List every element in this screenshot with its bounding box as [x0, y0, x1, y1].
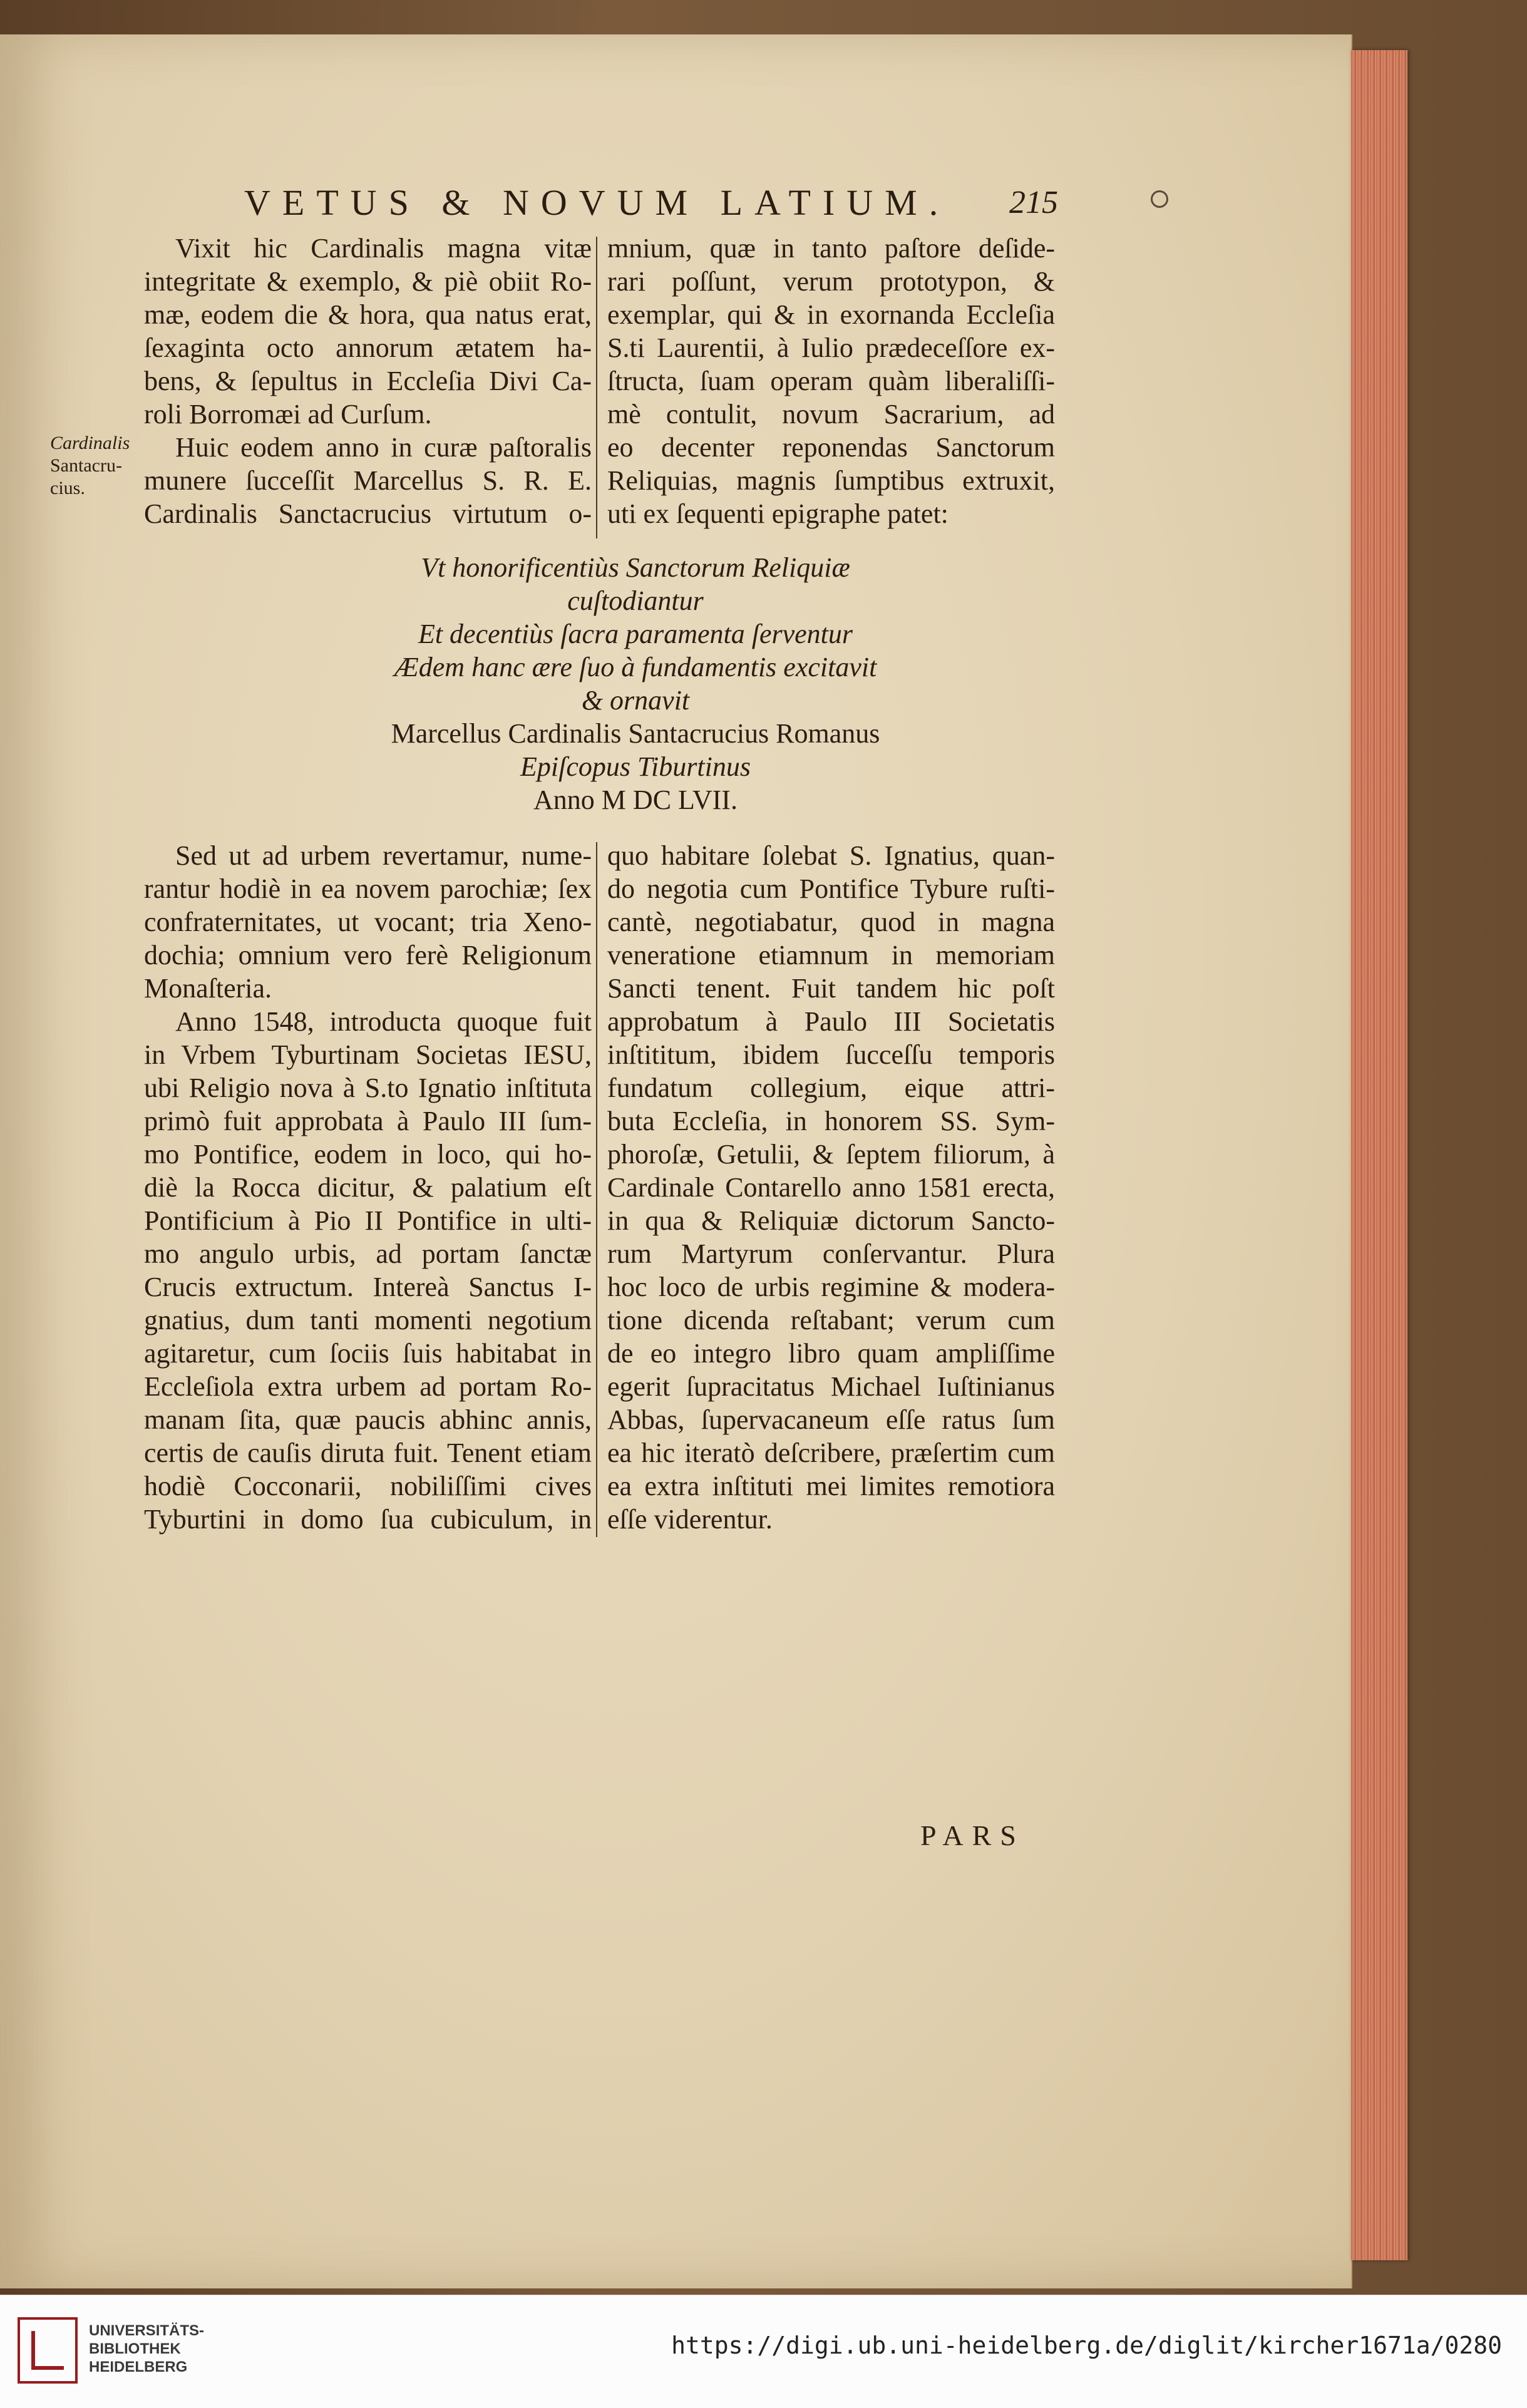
text-line: mnium, quæ in tanto paſtore deſide-: [607, 233, 1055, 264]
text-line: egerit ſupracitatus Michael Iuſtinianus: [607, 1371, 1055, 1402]
inscription: [269, 551, 1002, 816]
text-line: ea extra inſtituti mei limites remotiora: [607, 1471, 1055, 1501]
viewer-footer: [0, 2295, 1527, 2408]
text-line: eſſe viderentur.: [607, 1504, 773, 1535]
margin-note: [50, 432, 138, 500]
text-line: ſtructa, ſuam operam quàm liberaliſſi-: [607, 366, 1055, 396]
text-line: munere ſucceſſit Marcellus S. R. E.: [144, 465, 592, 496]
text-line: Sancti tenent. Fuit tandem hic poſt: [607, 973, 1055, 1004]
text-line: Cardinalis Sanctacrucius virtutum o-: [144, 498, 592, 529]
column-divider: [596, 237, 597, 538]
text-line: Vixit hic Cardinalis magna vitæ: [175, 233, 592, 264]
column-left-bottom: [144, 839, 592, 1536]
text-line: roli Borromæi ad Curſum.: [144, 399, 432, 430]
text-line: mo Pontifice, eodem in loco, qui ho-: [144, 1139, 592, 1170]
text-line: Cardinale Contarello anno 1581 erecta,: [607, 1172, 1055, 1203]
margin-note-line: cius.: [50, 478, 85, 498]
text-line: gnatius, dum tanti momenti negotium: [144, 1305, 592, 1335]
text-line: primò fuit approbata à Paulo III ſum-: [144, 1106, 592, 1136]
text-line: bens, & ſepultus in Eccleſia Divi Ca-: [144, 366, 592, 396]
text-line: phoroſæ, Getulii, & ſeptem filiorum, à: [607, 1139, 1055, 1170]
page-edges: [1351, 50, 1407, 2260]
text-line: ubi Religio nova à S.to Ignatio inſtituta: [144, 1073, 592, 1103]
ornament-icon: [1151, 190, 1168, 208]
inscription-line: Anno M DC LVII.: [533, 785, 738, 815]
margin-note-line: Cardinalis: [50, 433, 130, 453]
text-line: eo decenter reponendas Sanctorum: [607, 432, 1055, 463]
text-line: Monaſteria.: [144, 973, 272, 1004]
inscription-line: & ornavit: [581, 685, 690, 716]
text-line: certis de cauſis diruta fuit. Tenent etiam: [144, 1438, 592, 1468]
permalink-url[interactable]: https://digi.ub.uni-heidelberg.de/diglit/kircher1671a/0280: [671, 2332, 1502, 2359]
text-line: hodiè Cocconarii, nobiliſſimi cives: [144, 1471, 592, 1501]
text-line: hoc loco de urbis regimine & modera-: [607, 1272, 1055, 1302]
column-right-top: [607, 232, 1055, 530]
text-line: Reliquias, magnis ſumptibus extruxit,: [607, 465, 1055, 496]
inscription-line: cuſtodiantur: [567, 585, 704, 616]
text-line: in qua & Reliquiæ dictorum Sancto-: [607, 1205, 1055, 1236]
library-name-line: UNIVERSITÄTS-: [89, 2322, 205, 2339]
text-line: mæ, eodem die & hora, qua natus erat,: [144, 299, 592, 330]
margin-note-line: Santacru-: [50, 455, 122, 476]
text-line: Anno 1548, introducta quoque fuit: [175, 1006, 592, 1037]
inscription-line: Ædem hanc ære ſuo à fundamentis excitavit: [394, 652, 877, 682]
text-line: fundatum collegium, eique attri-: [607, 1073, 1055, 1103]
text-line: tione dicenda reſtabant; verum cum: [607, 1305, 1055, 1335]
column-divider: [596, 842, 597, 1537]
text-line: mo angulo urbis, ad portam ſanctæ: [144, 1238, 592, 1269]
text-line: approbatum à Paulo III Societatis: [607, 1006, 1055, 1037]
text-line: do negotia cum Pontifice Tybure ruſti-: [607, 873, 1055, 904]
text-line: veneratione etiamnum in memoriam: [607, 940, 1055, 970]
text-line: rantur hodiè in ea novem parochiæ; ſex: [144, 873, 592, 904]
text-line: inſtititum, ibidem ſucceſſu temporis: [607, 1039, 1055, 1070]
text-line: rari poſſunt, verum prototypon, &: [607, 266, 1055, 297]
text-line: Sed ut ad urbem revertamur, nume-: [175, 840, 592, 871]
text-line: in Vrbem Tyburtinam Societas IESU,: [144, 1039, 592, 1070]
text-line: dochia; omnium vero ferè Religionum: [144, 940, 592, 970]
text-line: integritate & exemplo, & piè obiit Ro-: [144, 266, 592, 297]
column-right-bottom: [607, 839, 1055, 1536]
text-line: rum Martyrum conſervantur. Plura: [607, 1238, 1055, 1269]
page-number: 215: [1009, 185, 1058, 220]
inscription-line: Epiſcopus Tiburtinus: [520, 751, 751, 782]
library-name[interactable]: [89, 2322, 204, 2376]
text-line: Pontificium à Pio II Pontifice in ulti-: [144, 1205, 592, 1236]
text-line: confraternitates, ut vocant; tria Xeno-: [144, 907, 592, 937]
text-line: Eccleſiola extra urbem ad portam Ro-: [144, 1371, 592, 1402]
text-line: mè contulit, novum Sacrarium, ad: [607, 399, 1055, 430]
text-line: Huic eodem anno in curæ paſtoralis: [175, 432, 592, 463]
text-line: S.ti Laurentii, à Iulio prædeceſſore ex-: [607, 332, 1055, 363]
text-line: manam ſita, quæ paucis abhinc annis,: [144, 1404, 592, 1435]
inscription-line: Vt honorificentiùs Sanctorum Reliquiæ: [421, 552, 850, 583]
catchword: PARS: [920, 1819, 1025, 1851]
running-head: [244, 182, 1058, 238]
column-left-top: [144, 232, 592, 530]
text-line: ſexaginta octo annorum ætatem ha-: [144, 332, 592, 363]
text-line: uti ex ſequenti epigraphe patet:: [607, 498, 949, 529]
text-line: Crucis extructum. Intereà Sanctus I-: [144, 1272, 592, 1302]
library-name-line: BIBLIOTHEK: [89, 2340, 181, 2357]
text-line: quo habitare ſolebat S. Ignatius, quan-: [607, 840, 1055, 871]
running-head-title: VETUS & NOVUM LATIUM.: [244, 182, 950, 223]
text-line: Tyburtini in domo ſua cubiculum, in: [144, 1504, 592, 1535]
text-line: Abbas, ſupervacaneum eſſe ratus ſum: [607, 1404, 1055, 1435]
library-logo-icon[interactable]: [18, 2317, 80, 2386]
text-line: cantè, negotiabatur, quod in magna: [607, 907, 1055, 937]
library-name-line: HEIDELBERG: [89, 2359, 188, 2375]
text-line: agitaretur, cum ſociis ſuis habitabat in: [144, 1338, 592, 1369]
inscription-line: Marcellus Cardinalis Santacrucius Romanus: [391, 718, 880, 749]
inscription-line: Et decentiùs ſacra paramenta ſerventur: [418, 619, 853, 649]
text-line: ea hic iteratò deſcribere, præſertim cum: [607, 1438, 1055, 1468]
text-line: buta Eccleſia, in honorem SS. Sym-: [607, 1106, 1055, 1136]
text-line: de eo integro libro quam ampliſſime: [607, 1338, 1055, 1369]
text-line: diè la Rocca dicitur, & palatium eſt: [144, 1172, 592, 1203]
text-line: exemplar, qui & in exornanda Eccleſia: [607, 299, 1055, 330]
